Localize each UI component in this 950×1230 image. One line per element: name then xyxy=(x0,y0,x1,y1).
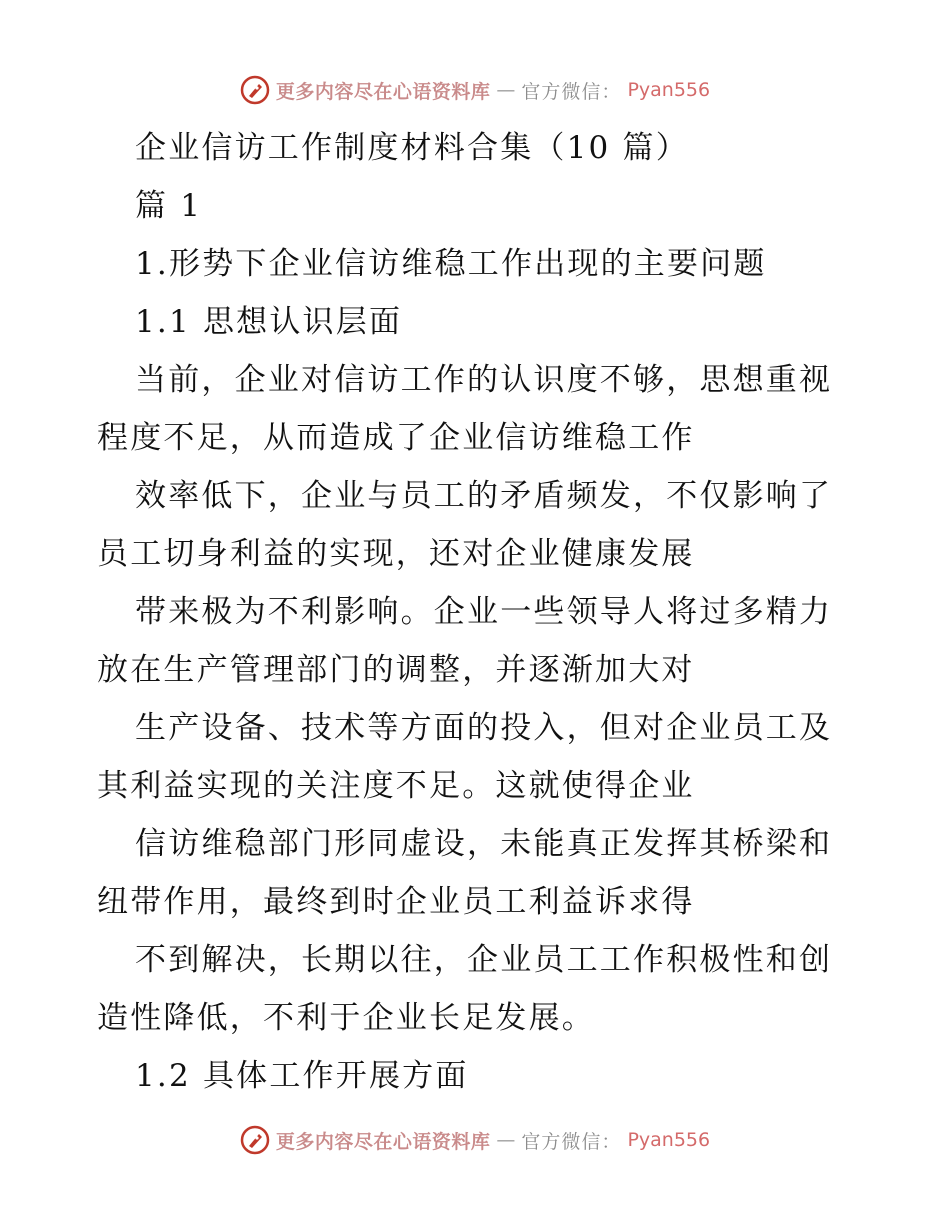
paragraph-line: 其利益实现的关注度不足。这就使得企业 xyxy=(97,768,695,804)
banner-separator: — xyxy=(496,1129,516,1151)
banner-brand: 更多内容尽在心语资料库 xyxy=(275,1130,491,1153)
paragraph-line: 造性降低，不利于企业长足发展。 xyxy=(97,1000,595,1036)
paragraph-line: 效率低下，企业与员工的矛盾频发，不仅影响了 xyxy=(135,478,833,514)
paragraph-line: 员工切身利益的实现，还对企业健康发展 xyxy=(97,536,695,572)
section-heading-1-1: 1.1 思想认识层面 xyxy=(135,304,403,340)
paragraph-line: 程度不足，从而造成了企业信访维稳工作 xyxy=(97,420,695,456)
header-banner xyxy=(0,70,950,110)
section-heading-1: 1.形势下企业信访维稳工作出现的主要问题 xyxy=(135,246,767,282)
section-heading-1-2: 1.2 具体工作开展方面 xyxy=(135,1058,469,1094)
banner-wechat-id: Pyan556 xyxy=(627,79,711,101)
banner-official-label: 官方微信： xyxy=(521,1130,622,1153)
paragraph-line: 信访维稳部门形同虚设，未能真正发挥其桥梁和 xyxy=(135,826,833,862)
document-title: 企业信访工作制度材料合集（10 篇） xyxy=(135,130,689,166)
paragraph-line: 放在生产管理部门的调整，并逐渐加大对 xyxy=(97,652,695,688)
paragraph-line: 带来极为不利影响。企业一些领导人将过多精力 xyxy=(135,594,833,630)
banner-brand: 更多内容尽在心语资料库 xyxy=(275,80,491,103)
part-heading: 篇 1 xyxy=(135,188,203,224)
footer-banner xyxy=(0,1120,950,1160)
banner-separator: — xyxy=(496,79,516,101)
paragraph-line: 不到解决，长期以往，企业员工工作积极性和创 xyxy=(135,942,833,978)
banner-wechat-id: Pyan556 xyxy=(627,1129,711,1151)
pen-nib-circle-icon xyxy=(240,1125,270,1155)
paragraph-line: 生产设备、技术等方面的投入，但对企业员工及 xyxy=(135,710,833,746)
banner-official-label: 官方微信： xyxy=(521,80,622,103)
paragraph-line: 纽带作用，最终到时企业员工利益诉求得 xyxy=(97,884,695,920)
pen-nib-circle-icon xyxy=(240,75,270,105)
paragraph-line: 当前，企业对信访工作的认识度不够，思想重视 xyxy=(135,362,833,398)
